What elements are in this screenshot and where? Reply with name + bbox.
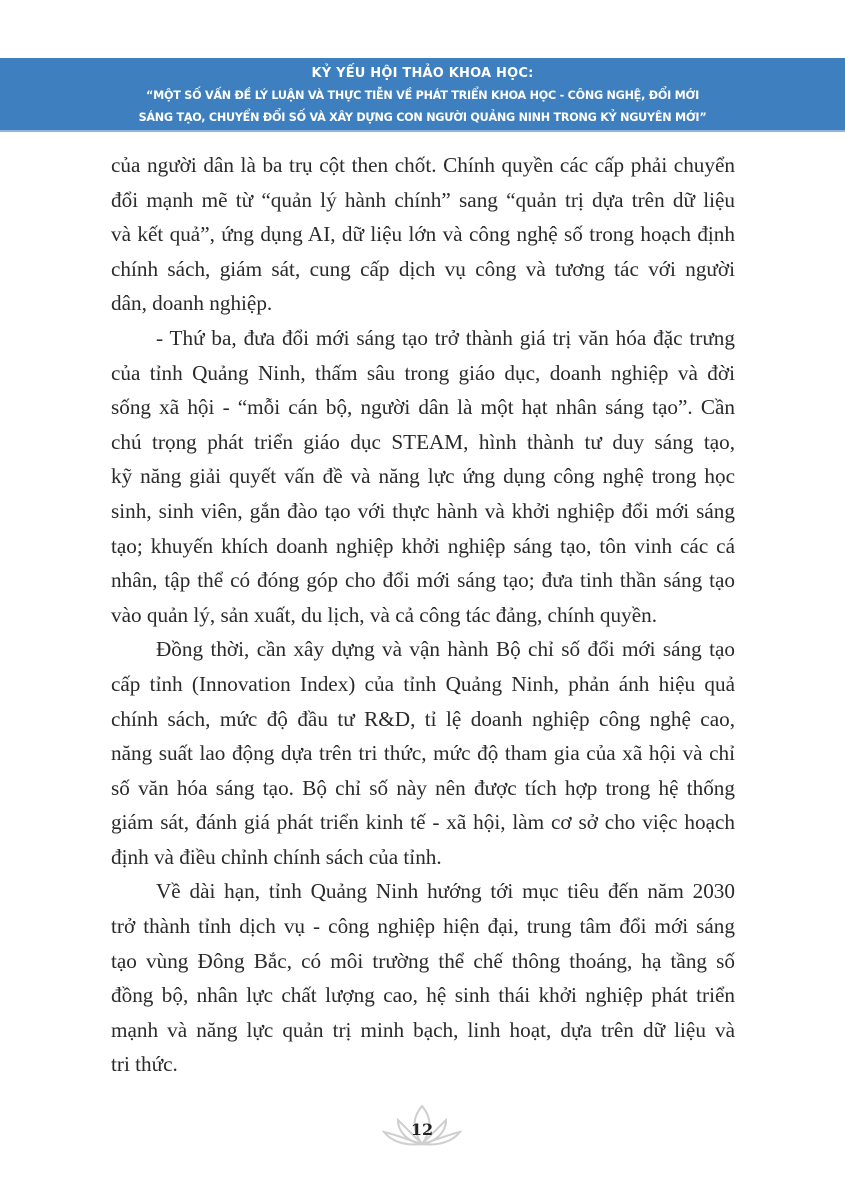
text-line: mạnh và năng lực quản trị minh bạch, linh hoạt, dựa trên dữ liệu và xyxy=(111,1017,735,1042)
text-line: Đồng thời, cần xây dựng và vận hành Bộ chỉ số đổi mới sáng tạo xyxy=(156,637,735,662)
paragraph xyxy=(111,321,735,632)
conference-title-line-1: “MỘT SỐ VẤN ĐỀ LÝ LUẬN VÀ THỰC TIỄN VỀ PHÁT TRIỂN KHOA HỌC - CÔNG NGHỆ, ĐỔI MỚI xyxy=(146,89,699,102)
header-banner xyxy=(0,58,845,132)
text-line: sinh, sinh viên, gắn đào tạo với thực hành và khởi nghiệp đổi mới sáng xyxy=(111,498,735,523)
text-line: chính sách, mức độ đầu tư R&D, tỉ lệ doanh nghiệp công nghệ cao, xyxy=(111,706,735,731)
text-line: và kết quả”, ứng dụng AI, dữ liệu lớn và công nghệ số trong hoạch định xyxy=(111,222,735,247)
text-line: của tỉnh Quảng Ninh, thấm sâu trong giáo dục, doanh nghiệp và đời xyxy=(111,360,735,385)
text-line: chú trọng phát triển giáo dục STEAM, hình thành tư duy sáng tạo, xyxy=(111,429,735,454)
text-line: số văn hóa sáng tạo. Bộ chỉ số này nên được tích hợp trong hệ thống xyxy=(111,775,735,800)
text-line: sống xã hội - “mỗi cán bộ, người dân là một hạt nhân sáng tạo”. Cần xyxy=(111,395,735,420)
text-line: tạo vùng Đông Bắc, có môi trường thể chế thông thoáng, hạ tầng số xyxy=(111,948,735,973)
text-line: giám sát, đánh giá phát triển kinh tế - xã hội, làm cơ sở cho việc hoạch xyxy=(111,810,735,835)
body-text xyxy=(111,148,735,1082)
paragraph xyxy=(111,148,735,321)
text-line: đồng bộ, nhân lực chất lượng cao, hệ sinh thái khởi nghiệp phát triển xyxy=(111,983,735,1008)
paragraph xyxy=(111,632,735,874)
text-line: Về dài hạn, tỉnh Quảng Ninh hướng tới mục tiêu đến năm 2030 xyxy=(156,879,735,904)
text-line: cấp tỉnh (Innovation Index) của tỉnh Quảng Ninh, phản ánh hiệu quả xyxy=(111,671,735,696)
text-line: đổi mạnh mẽ từ “quản lý hành chính” sang “quản trị dựa trên dữ liệu xyxy=(111,187,735,212)
text-line: trở thành tỉnh dịch vụ - công nghiệp hiện đại, trung tâm đổi mới sáng xyxy=(111,914,735,939)
text-line: tri thức. xyxy=(111,1052,178,1077)
page-number: 12 xyxy=(410,1120,434,1139)
text-line: vào quản lý, sản xuất, du lịch, và cả công tác đảng, chính quyền. xyxy=(111,602,658,627)
text-line: dân, doanh nghiệp. xyxy=(111,291,273,316)
page-number-footer xyxy=(372,1100,472,1156)
conference-title-line-2: SÁNG TẠO, CHUYỂN ĐỔI SỐ VÀ XÂY DỰNG CON NGƯỜI QUẢNG NINH TRONG KỶ NGUYÊN MỚI” xyxy=(138,111,707,124)
text-line: của người dân là ba trụ cột then chốt. Chính quyền các cấp phải chuyển xyxy=(111,153,735,177)
text-line: định và điều chỉnh chính sách của tỉnh. xyxy=(111,844,442,869)
text-line: tạo; khuyến khích doanh nghiệp khởi nghiệp sáng tạo, tôn vinh các cá xyxy=(111,533,735,558)
text-line: kỹ năng giải quyết vấn đề và năng lực ứng dụng công nghệ trong học xyxy=(111,464,735,489)
text-line: nhân, tập thể có đóng góp cho đổi mới sáng tạo; đưa tinh thần sáng tạo xyxy=(111,568,735,593)
text-line: - Thứ ba, đưa đổi mới sáng tạo trở thành giá trị văn hóa đặc trưng xyxy=(156,325,735,350)
text-line: chính sách, giám sát, cung cấp dịch vụ công và tương tác với người xyxy=(111,256,735,281)
paragraph xyxy=(111,874,735,1082)
text-line: năng suất lao động dựa trên tri thức, mức độ tham gia của xã hội và chỉ xyxy=(111,741,735,766)
proceedings-title: KỶ YẾU HỘI THẢO KHOA HỌC: xyxy=(311,66,534,81)
